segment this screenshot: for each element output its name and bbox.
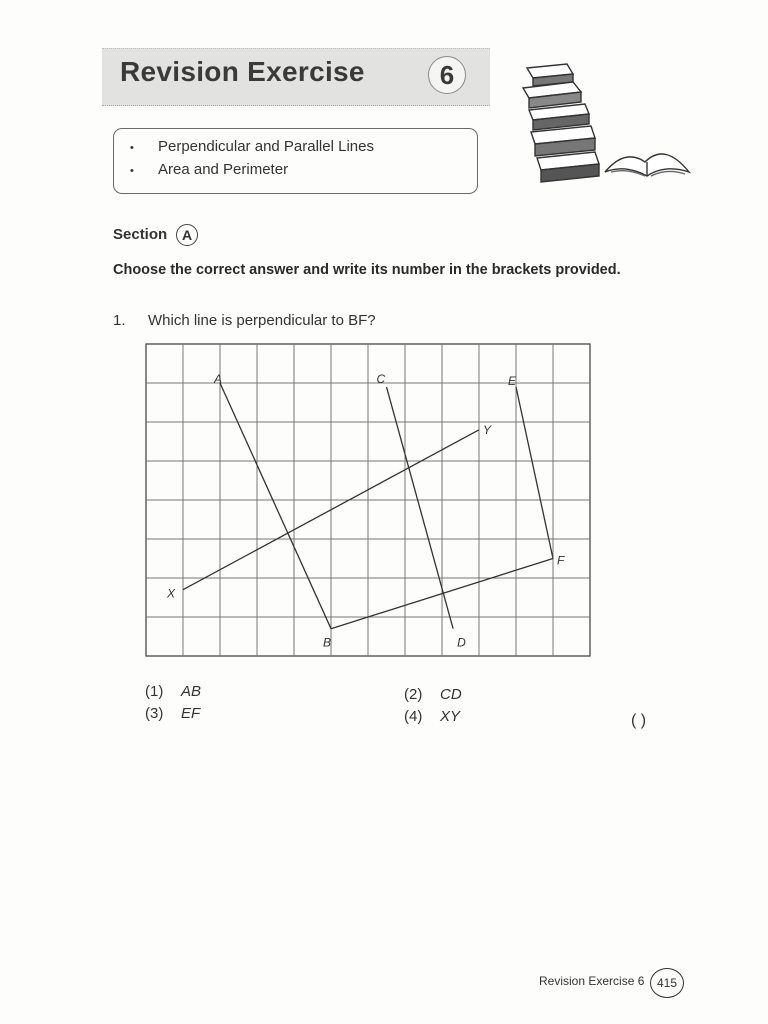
- option-number: (4): [404, 708, 423, 725]
- line-grid-diagram: [140, 336, 596, 668]
- point-label: E: [508, 373, 517, 388]
- option-value: XY: [440, 708, 461, 725]
- topic-label: Perpendicular and Parallel Lines: [158, 138, 374, 155]
- page-number: 415: [650, 968, 684, 998]
- section-letter: A: [176, 224, 198, 246]
- point-label: Y: [483, 422, 492, 437]
- books-illustration-icon: [515, 60, 695, 190]
- option-value: EF: [181, 705, 201, 722]
- point-label: B: [323, 635, 332, 650]
- page-title: Revision Exercise: [120, 56, 365, 87]
- point-label: A: [214, 372, 223, 386]
- option-value: AB: [181, 683, 202, 700]
- topic-item: [130, 161, 288, 178]
- bullet: •: [130, 165, 134, 177]
- segment-cd: [387, 387, 454, 629]
- segment-ab: [220, 383, 331, 629]
- exercise-number: 6: [428, 56, 466, 94]
- bullet: •: [130, 142, 134, 154]
- footer-label: Revision Exercise 6: [539, 974, 645, 988]
- section-instruction: Choose the correct answer and write its number in the brackets provided.: [113, 262, 621, 278]
- option-1[interactable]: [145, 683, 201, 700]
- question-text: Which line is perpendicular to BF?: [148, 312, 376, 329]
- point-label: F: [557, 553, 565, 568]
- option-3[interactable]: [145, 705, 200, 722]
- option-4[interactable]: [404, 708, 460, 725]
- option-number: (2): [404, 686, 423, 703]
- point-label: C: [376, 371, 386, 386]
- question-number: 1.: [113, 312, 126, 329]
- segment-ef: [516, 387, 553, 559]
- topic-label: Area and Perimeter: [158, 161, 289, 178]
- option-number: (1): [145, 683, 164, 700]
- section-label: Section: [113, 226, 168, 243]
- topic-item: [130, 138, 374, 155]
- option-number: (3): [145, 705, 164, 722]
- option-2[interactable]: [404, 686, 462, 703]
- answer-bracket[interactable]: ( ): [631, 712, 647, 729]
- point-label: D: [457, 635, 466, 650]
- option-value: CD: [440, 686, 462, 703]
- point-label: X: [167, 586, 176, 601]
